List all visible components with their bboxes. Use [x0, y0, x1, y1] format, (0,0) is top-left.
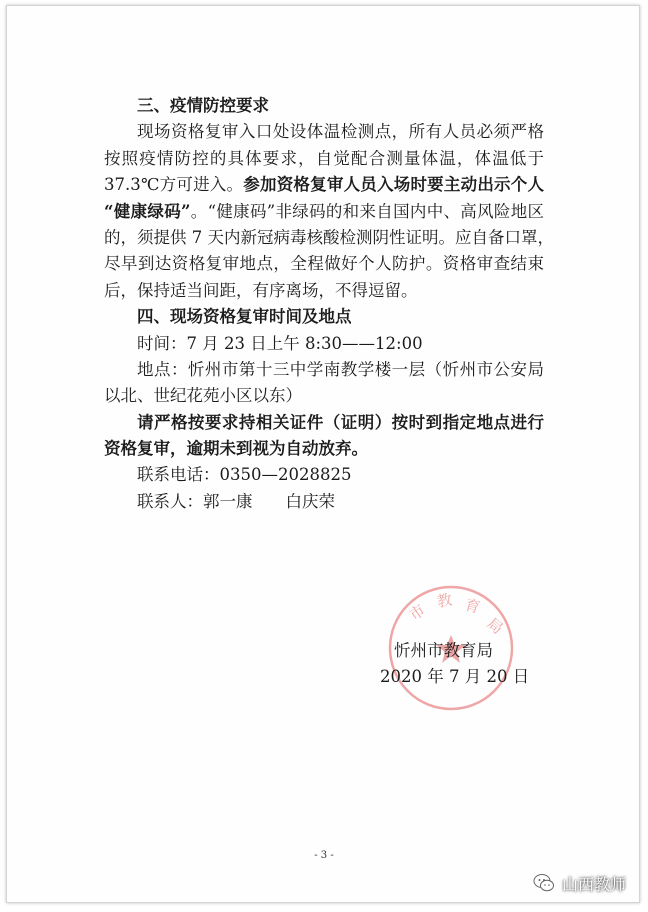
signature-date: 2020 年 7 月 20 日	[380, 667, 530, 686]
seal-char: 局	[483, 614, 507, 638]
contact-person: 联系人：郭一康 白庆荣	[137, 491, 335, 511]
seal-char: 市	[405, 600, 429, 625]
seal-char: 育	[462, 595, 483, 617]
contact-phone: 联系电话：0350—2028825	[137, 465, 352, 485]
text-span: 37.3℃方可进入。	[104, 175, 244, 195]
seal-char: 教	[435, 590, 454, 611]
notice-line: 请严格按要求持相关证件（证明）按时到指定地点进行	[137, 412, 544, 432]
bold-text-span: 参加资格复审人员入场时要主动出示个人	[243, 175, 545, 195]
watermark-text: 山西教师	[562, 874, 627, 894]
section-4-heading: 四、现场资格复审时间及地点	[137, 307, 352, 327]
place-line: 地点：忻州市第十三中学南教学楼一层（忻州市公安局	[137, 359, 544, 379]
section-3-heading: 三、疫情防控要求	[137, 96, 269, 115]
watermark	[532, 871, 626, 895]
paragraph-line	[104, 172, 544, 198]
paragraph-line: 的，须提供 7 天内新冠病毒核酸检测阴性证明。应自备口罩，	[104, 227, 554, 247]
signature-org: 忻州市教育局	[394, 641, 493, 660]
signature-block	[380, 638, 530, 690]
paragraph-line: 按照疫情防控的具体要求，自觉配合测量体温，体温低于	[104, 148, 544, 168]
place-line: 以北、世纪花苑小区以东）	[104, 386, 302, 406]
paragraph-line	[104, 199, 544, 225]
document-body	[104, 93, 554, 515]
paragraph-line: 现场资格复审入口处设体温检测点，所有人员必须严格	[137, 122, 544, 142]
bold-text-span: “健康绿码”	[104, 201, 191, 221]
wechat-icon	[532, 871, 556, 895]
notice-line: 资格复审，逾期未到视为自动放弃。	[104, 439, 368, 459]
paragraph-line: 尽早到达资格复审地点，全程做好个人防护。资格审查结束	[104, 254, 544, 274]
paragraph-line: 后，保持适当间距，有序离场，不得逗留。	[104, 280, 418, 300]
text-span: 。“健康码”非绿码的和来自国内中、高风险地区	[190, 201, 545, 221]
time-line: 时间：7 月 23 日上午 8:30——12:00	[137, 333, 423, 353]
page-number: - 3 -	[314, 850, 334, 861]
